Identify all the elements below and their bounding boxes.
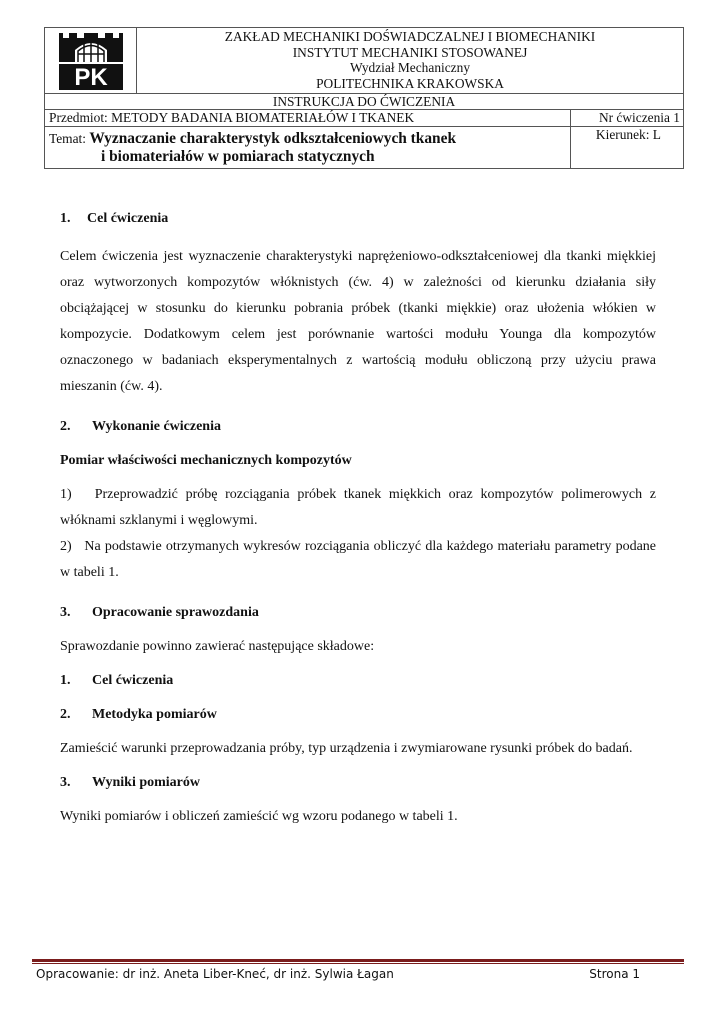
report-item-heading: 3. Wyniki pomiarów — [60, 775, 200, 790]
topic — [49, 130, 456, 166]
section-heading: 3. Opracowanie sprawozdania — [60, 605, 259, 620]
university-logo — [45, 28, 137, 94]
section-heading: 1. Cel ćwiczenia — [60, 211, 169, 226]
report-item-heading: 2. Metodyka pomiarów — [60, 707, 217, 722]
document-body — [60, 206, 656, 830]
list-item: 2) Na podstawie otrzymanych wykresów rozciągania obliczyć dla każdego materiału parametry podane w tabeli 1. — [60, 539, 656, 580]
subject-name: Przedmiot: METODY BADANIA BIOMATERIAŁÓW I TKANEK — [49, 110, 415, 125]
list-item: 1) Przeprowadzić próbę rozciągania próbek tkanek miękkich oraz kompozytów polimerowych z włóknami szklanymi i węglowymi. — [60, 487, 656, 528]
section-heading: 2. Wykonanie ćwiczenia — [60, 419, 221, 434]
topic-line-1: Wyznaczanie charakterystyk odkształceniowych tkanek — [89, 130, 457, 147]
subsection-heading: Pomiar właściwości mechanicznych kompozytów — [60, 453, 352, 468]
institute-line: Wydział Mechaniczny — [349, 60, 471, 76]
report-item-heading: 1. Cel ćwiczenia — [60, 673, 174, 688]
footer-rule-thin — [32, 963, 684, 964]
footer-rule — [32, 959, 684, 962]
header-institution-row — [45, 28, 683, 94]
svg-text:PK: PK — [74, 64, 108, 91]
instruction-title: INSTRUKCJA DO ĆWICZENIA — [45, 94, 683, 110]
study-direction: Kierunek: L — [570, 127, 683, 169]
footer-author: Opracowanie: dr inż. Aneta Liber-Kneć, dr inż. Sylwia Łagan — [36, 967, 394, 981]
institute-line: ZAKŁAD MECHANIKI DOŚWIADCZALNEJ I BIOMECHANIKI — [224, 29, 596, 44]
section-paragraph: Sprawozdanie powinno zawierać następujące składowe: — [60, 639, 375, 654]
institute-line: POLITECHNIKA KRAKOWSKA — [316, 75, 504, 91]
topic-row — [45, 127, 683, 169]
subject-row — [45, 110, 683, 127]
page-number: Strona 1 — [589, 967, 640, 981]
pk-logo-icon — [45, 28, 137, 94]
exercise-number: Nr ćwiczenia 1 — [570, 110, 683, 126]
section-paragraph: Wyniki pomiarów i obliczeń zamieścić wg wzoru podanego w tabeli 1. — [60, 809, 458, 824]
section-paragraph: Zamieścić warunki przeprowadzania próby, typ urządzenia i zwymiarowane rysunki próbek do badań. — [60, 741, 633, 756]
topic-line-2: i biomateriałów w pomiarach statycznych — [101, 148, 375, 165]
document-header — [44, 27, 684, 169]
section-paragraph: Celem ćwiczenia jest wyznaczenie charakterystyki naprężeniowo-odkształceniowej dla tkanki miękkiej oraz wytworzonych kompozytów włóknistych (ćw. 4) w zależności od kierunku działania siły obciążającej w stosunku do kierunku pobrania próbek (tkanki miękkie) oraz ułożenia włókien w kompozycie. Dodatkowym celem jest porównanie wartości modułu Younga dla kompozytów oznaczonego w badaniach eksperymentalnych z wartością modułu obliczoną przy użyciu prawa mieszanin (ćw. 4). — [60, 249, 656, 394]
institution-name — [137, 28, 683, 94]
institute-line: INSTYTUT MECHANIKI STOSOWANEJ — [292, 44, 528, 60]
topic-label: Temat: — [49, 131, 86, 146]
